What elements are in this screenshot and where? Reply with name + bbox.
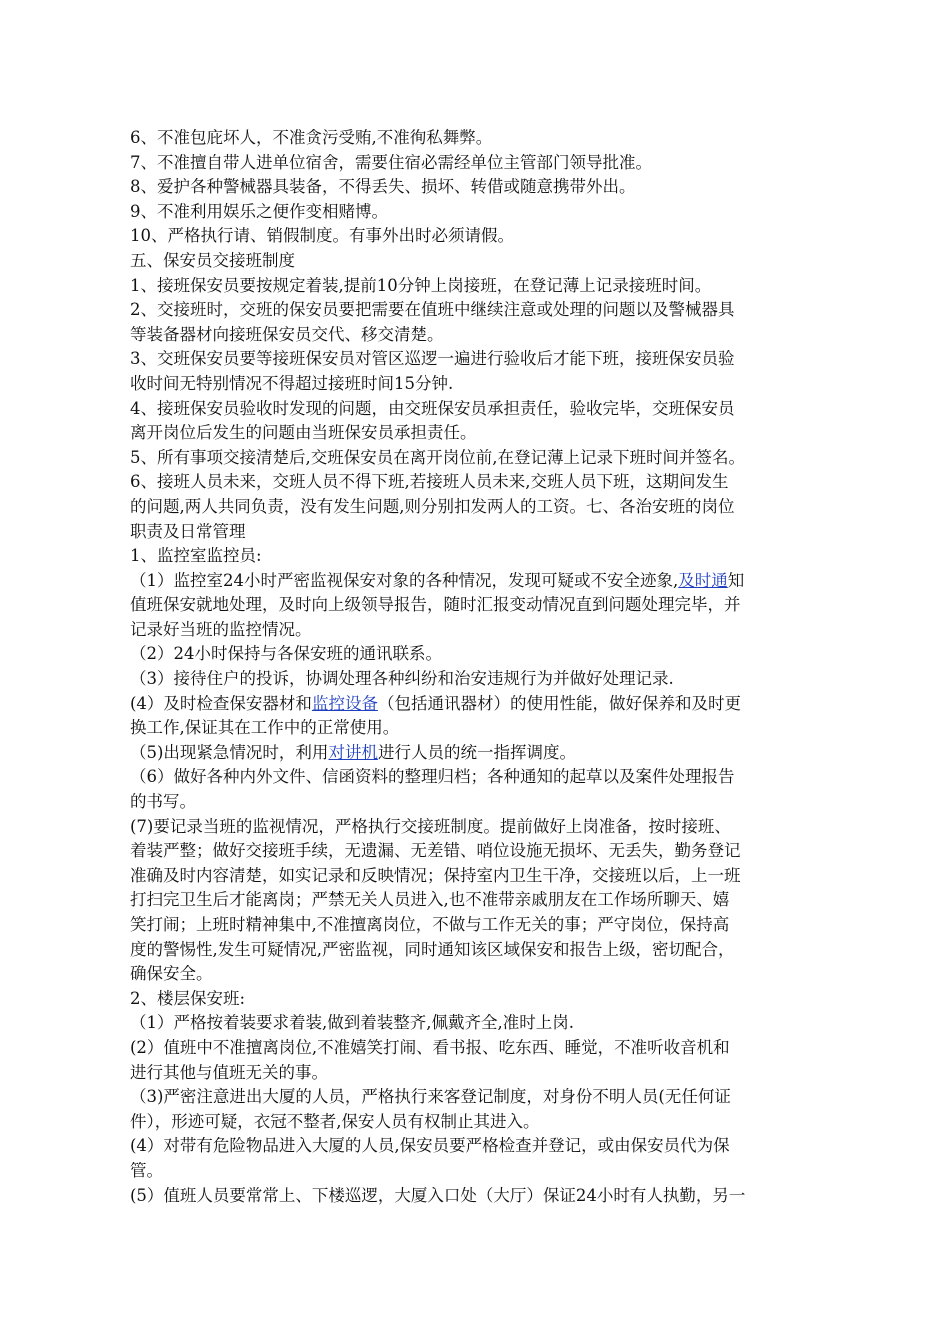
text-segment: 准确及时内容清楚，如实记录和反映情况；保持室内卫生干净，交接班以后，上一班 [130,865,741,885]
text-line [130,569,850,594]
text-segment: 的书写。 [130,792,196,812]
text-segment: 进行人员的统一指挥调度。 [377,742,576,762]
hyperlink[interactable]: 及时通 [678,570,728,590]
text-segment: 2、交接班时，交班的保安员要把需要在值班中继续注意或处理的问题以及警械器具 [130,300,735,320]
text-segment: 收时间无特别情况不得超过接班时间15分钟. [130,373,454,393]
hyperlink[interactable]: 监控设备 [311,693,378,713]
text-line [130,790,850,815]
text-line [130,175,850,200]
text-segment: 五、保安员交接班制度 [130,250,295,270]
text-segment: (2）值班中不准擅离岗位,不准嬉笑打闹、看书报、吃东西、睡觉，不准听收音机和 [130,1037,730,1057]
text-line [130,1036,850,1061]
text-segment: 2、楼层保安班: [130,988,246,1008]
text-segment: 的问题,两人共同负责，没有发生问题,则分别扣发两人的工资。七、各治安班的岗位 [130,496,735,516]
text-line [130,839,850,864]
text-line [130,520,850,545]
text-line [130,274,850,299]
text-line [130,913,850,938]
text-segment: （包括通讯器材）的使用性能，做好保养和及时更 [377,693,741,713]
text-segment: 确保安全。 [130,964,213,984]
text-segment: 5、所有事项交接清楚后,交班保安员在离开岗位前,在登记薄上记录下班时间并签名。 [130,447,745,467]
text-segment: 6、接班人员未来，交班人员不得下班,若接班人员未来,交班人员下班，这期间发生 [130,472,729,492]
text-segment: 进行其他与值班无关的事。 [130,1062,328,1082]
document-body [130,126,850,1208]
text-segment: 7、不准擅自带人进单位宿舍，需要住宿必需经单位主管部门领导批准。 [130,152,652,172]
text-segment: （2）24小时保持与各保安班的通讯联系。 [130,644,442,664]
text-line [130,815,850,840]
text-line [130,938,850,963]
text-segment: 件），形迹可疑，衣冠不整者,保安人员有权制止其进入。 [130,1111,540,1131]
text-segment: 记录好当班的监控情况。 [130,619,312,639]
text-segment: 10、严格执行请、销假制度。有事外出时必须请假。 [130,226,514,246]
text-segment: 打扫完卫生后才能离岗；严禁无关人员进入,也不准带亲戚朋友在工作场所聊天、嬉 [130,890,730,910]
text-line [130,642,850,667]
text-line [130,1061,850,1086]
text-segment: 4、接班保安员验收时发现的问题，由交班保安员承担责任，验收完毕，交班保安员 [130,398,735,418]
text-segment: 9、不准利用娱乐之便作变相赌博。 [130,201,388,221]
text-segment: 管。 [130,1160,163,1180]
hyperlink[interactable]: 对讲机 [328,742,378,762]
text-segment: (4）及时检查保安器材和 [130,693,312,713]
text-line [130,200,850,225]
text-line [130,323,850,348]
text-segment: （1）监控室24小时严密监视保安对象的各种情况，发现可疑或不安全迹象, [130,570,679,590]
text-segment: 1、监控室监控员: [130,546,262,566]
text-line [130,1110,850,1135]
text-line [130,151,850,176]
text-line [130,692,850,717]
text-segment: （1）严格按着装要求着装,做到着装整齐,佩戴齐全,准时上岗. [130,1013,574,1033]
text-segment: 8、爱护各种警械器具装备，不得丢失、损坏、转借或随意携带外出。 [130,177,636,197]
text-line [130,224,850,249]
text-segment: 换工作,保证其在工作中的正常使用。 [130,718,400,738]
text-line [130,667,850,692]
text-line [130,249,850,274]
text-line [130,987,850,1012]
text-line [130,372,850,397]
text-segment: 知 [727,570,745,590]
text-segment: (5）值班人员要常常上、下楼巡逻，大厦入口处（大厅）保证24小时有人执勤，另一 [130,1185,746,1205]
text-line [130,347,850,372]
text-line [130,446,850,471]
text-segment: (7)要记录当班的监视情况，严格执行交接班制度。提前做好上岗准备，按时接班、 [130,816,731,836]
text-line [130,544,850,569]
text-segment: 职责及日常管理 [130,521,246,541]
text-line [130,618,850,643]
text-segment: 离开岗位后发生的问题由当班保安员承担责任。 [130,423,477,443]
text-line [130,741,850,766]
text-segment: （6）做好各种内外文件、信函资料的整理归档；各种通知的起草以及案件处理报告 [130,767,735,787]
text-segment: （3)严密注意进出大厦的人员，严格执行来客登记制度，对身份不明人员(无任何证 [130,1087,731,1107]
text-line [130,864,850,889]
text-line [130,470,850,495]
text-segment: 度的警惕性,发生可疑情况,严密监视，同时通知该区域保安和报告上级，密切配合， [130,939,735,959]
text-segment: 着装严整；做好交接班手续，无遗漏、无差错、哨位设施无损坏、无丢失，勤务登记 [130,841,741,861]
text-segment: 笑打闹；上班时精神集中,不准擅离岗位，不做与工作无关的事；严守岗位，保持高 [130,915,730,934]
text-line [130,1085,850,1110]
text-segment: 1、接班保安员要按规定着装,提前10分钟上岗接班，在登记薄上记录接班时间。 [130,275,712,295]
text-line [130,1134,850,1159]
text-line [130,593,850,618]
text-line [130,421,850,446]
text-line [130,1011,850,1036]
text-line [130,1184,850,1209]
text-segment: 6、不准包庇坏人，不准贪污受贿,不准徇私舞弊。 [130,128,493,147]
text-segment: 值班保安就地处理，及时向上级领导报告，随时汇报变动情况直到问题处理完毕，并 [130,595,741,615]
text-line [130,298,850,323]
text-line [130,962,850,987]
text-segment: 等装备器材向接班保安员交代、移交清楚。 [130,324,444,344]
text-line [130,1159,850,1184]
text-segment: 3、交班保安员要等接班保安员对管区巡逻一遍进行验收后才能下班，接班保安员验 [130,349,735,369]
text-segment: （3）接待住户的投诉，协调处理各种纠纷和治安违规行为并做好处理记录. [130,669,674,689]
text-line [130,765,850,790]
text-line [130,888,850,913]
text-line [130,397,850,422]
text-line [130,495,850,520]
text-line [130,716,850,741]
text-segment: (4）对带有危险物品进入大厦的人员,保安员要严格检查并登记，或由保安员代为保 [130,1136,730,1156]
text-line [130,126,850,151]
text-segment: （5)出现紧急情况时，利用 [130,742,329,762]
